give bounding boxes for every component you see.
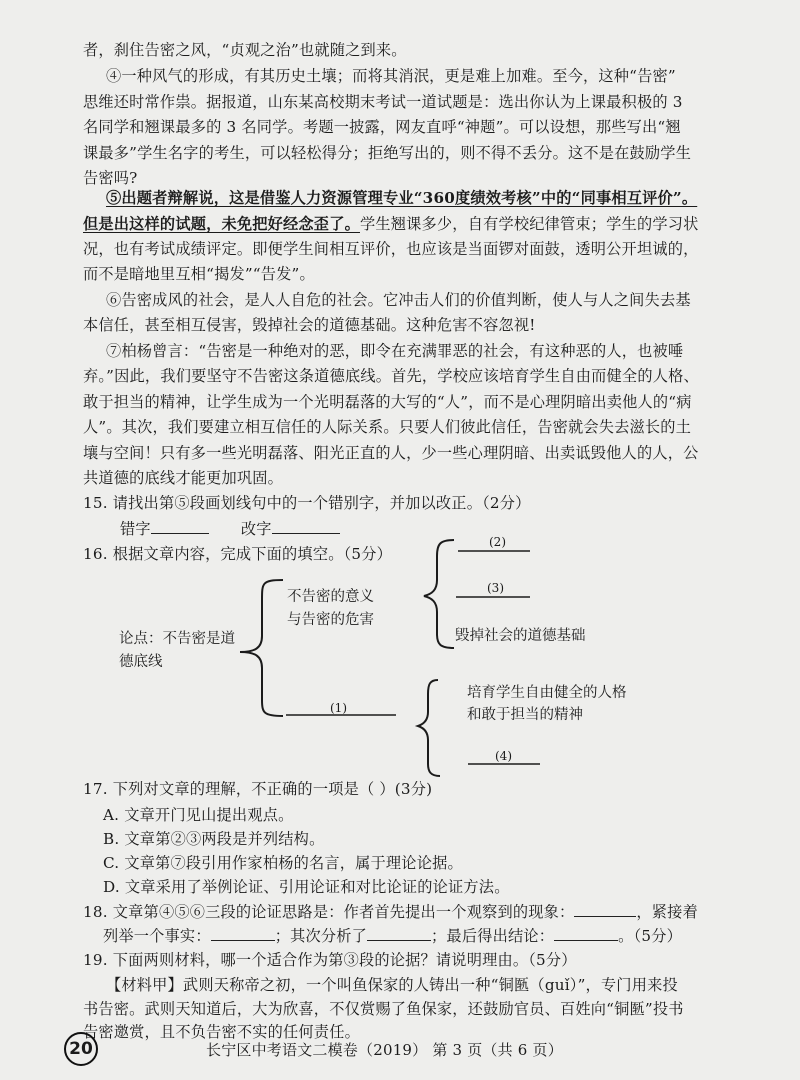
paragraph-4-line: 课最多”学生名字的考生，可以轻松得分；拒绝写出的，则不得不丢分。这不是在鼓励学生 — [83, 144, 692, 162]
question-15-stem: 15. 请找出第⑤段画划线句中的一个错别字，并加以改正。（2分） — [83, 494, 531, 512]
diagram-branch-1-line-2: 与告密的危害 — [287, 612, 374, 628]
paragraph-4-line: ④一种风气的形成，有其历史土壤；而将其消泯，更是难上加难。至今，这种“告密” — [106, 67, 676, 85]
question-18-text: ；最后得出结论： — [431, 927, 555, 945]
paragraph-7-line: ⑦柏杨曾言：“告密是一种绝对的恶，即令在充满罪恶的社会，有这种恶的人，也被唾 — [106, 342, 684, 360]
question-19-stem: 19. 下面两则材料，哪一个适合作为第③段的论据？请说明理由。（5分） — [83, 951, 577, 969]
question-18-text: 列举一个事实： — [103, 927, 211, 945]
question-18-blank-conclusion[interactable] — [554, 925, 618, 941]
paragraph-6-line: 本信任，甚至相互侵害，毁掉社会的道德基础。这种危害不容忽视! — [83, 316, 536, 334]
diagram-root-line-2: 德底线 — [119, 654, 163, 670]
question-17-option-d: D. 文章采用了举例论证、引用论证和对比论证的论证方法。 — [103, 878, 510, 896]
blank-1-label: (1) — [330, 701, 347, 715]
question-17-option-c: C. 文章第⑦段引用作家柏杨的名言，属于理论论据。 — [103, 854, 463, 872]
correct-char-label: 改字 — [240, 520, 272, 538]
lower-brace — [418, 680, 440, 776]
question-18-blank-phenomenon[interactable] — [574, 901, 636, 917]
paragraph-7-line: 人”。其次，我们要建立相互信任的人际关系。只要人们彼此信任，告密就会失去滋长的土 — [83, 418, 692, 436]
diagram-leaf-cultivate-1: 培育学生自由健全的人格 — [467, 685, 627, 701]
paragraph-7-line: 壤与空间！只有多一些光明磊落、阳光正直的人，少一些心理阴暗、出卖诋毁他人的人，公 — [83, 444, 699, 462]
paragraph-6-line: ⑥告密成风的社会，是人人自危的社会。它冲击人们的价值判断，使人与人之间失去基 — [106, 291, 691, 309]
paragraph-5-line: 而不是暗地里互相“揭发”“告发”。 — [83, 265, 315, 283]
paragraph-7-line: 共道德的底线才能更加巩固。 — [83, 469, 284, 487]
question-18-blank-analysis[interactable] — [367, 925, 431, 941]
paragraph-5-underlined: ⑤出题者辩解说，这是借鉴人力资源管理专业“360度绩效考核”中的“同事相互评价”。 — [106, 189, 698, 207]
page-footer: 长宁区中考语文二模卷（2019） 第 3 页（共 6 页） — [206, 1041, 563, 1059]
question-18-text: 。（5分） — [618, 927, 682, 945]
diagram-leaf-harm: 毁掉社会的道德基础 — [455, 628, 586, 644]
diagram-leaf-cultivate-2: 和敢于担当的精神 — [467, 707, 583, 723]
paragraph-7-line: 弃。”因此，我们要坚守不告密这条道德底线。首先，学校应该培育学生自由而健全的人格、 — [83, 367, 699, 385]
wrong-char-label: 错字 — [120, 520, 151, 538]
material-jia-line: 告密邀赏，且不负告密不实的任何责任。 — [83, 1023, 360, 1041]
question-17-option-b: B. 文章第②③两段是并列结构。 — [103, 830, 325, 848]
question-17-stem: 17. 下列对文章的理解，不正确的一项是（ ）(3分) — [83, 780, 433, 798]
page-number-badge: 20 — [64, 1032, 98, 1066]
question-18-text: ；其次分析了 — [274, 927, 368, 945]
paragraph-3-tail: 者，刹住告密之风，“贞观之治”也就随之到来。 — [83, 41, 407, 59]
main-brace — [240, 580, 283, 716]
material-jia-line: 【材料甲】武则天称帝之初，一个叫鱼保家的人铸出一种“铜匦（guǐ）”，专门用来投 — [106, 976, 678, 994]
paragraph-7-line: 敢于担当的精神，让学生成为一个光明磊落的大写的“人”，而不是心理阴暗出卖他人的“病 — [83, 393, 692, 411]
paragraph-5-text: 学生翘课多少，自有学校纪律管束；学生的学习状 — [359, 215, 699, 233]
question-18-blank-fact[interactable] — [211, 925, 275, 941]
diagram-root-line-1: 论点：不告密是道 — [119, 631, 235, 647]
paragraph-5-line: 况，也有考试成绩评定。即便学生间相互评价，也应该是当面锣对面鼓，透明公开坦诚的， — [83, 240, 699, 258]
question-18-line-1 — [83, 901, 698, 922]
upper-brace — [424, 540, 454, 648]
paragraph-4-line: 告密吗? — [83, 169, 138, 187]
blank-4-label: (4) — [495, 749, 512, 763]
blank-3-label: (3) — [487, 581, 504, 595]
question-18-line-2 — [103, 925, 682, 946]
paragraph-5-underlined: 但是出这样的试题，未免把好经念歪了。 — [83, 215, 360, 233]
diagram-branch-1-line-1: 不告密的意义 — [287, 589, 374, 605]
paragraph-4-line: 名同学和翘课最多的 3 名同学。考题一披露，网友直呼“神题”。可以设想，那些写出“翘 — [83, 118, 681, 136]
blank-2-label: (2) — [489, 535, 506, 549]
material-jia-line: 书告密。武则天知道后，大为欣喜，不仅赏赐了鱼保家，还鼓励官员、百姓向“铜匦”投书 — [83, 1000, 684, 1018]
question-18-text: 18. 文章第④⑤⑥三段的论证思路是：作者首先提出一个观察到的现象： — [83, 903, 575, 921]
paragraph-4-line: 思维还时常作祟。据报道，山东某高校期末考试一道试题是：选出你认为上课最积极的 3 — [83, 93, 683, 111]
question-17-option-a: A. 文章开门见山提出观点。 — [103, 806, 294, 824]
question-16-stem: 16. 根据文章内容，完成下面的填空。（5分） — [83, 545, 393, 563]
question-18-text: ，紧接着 — [636, 903, 698, 921]
